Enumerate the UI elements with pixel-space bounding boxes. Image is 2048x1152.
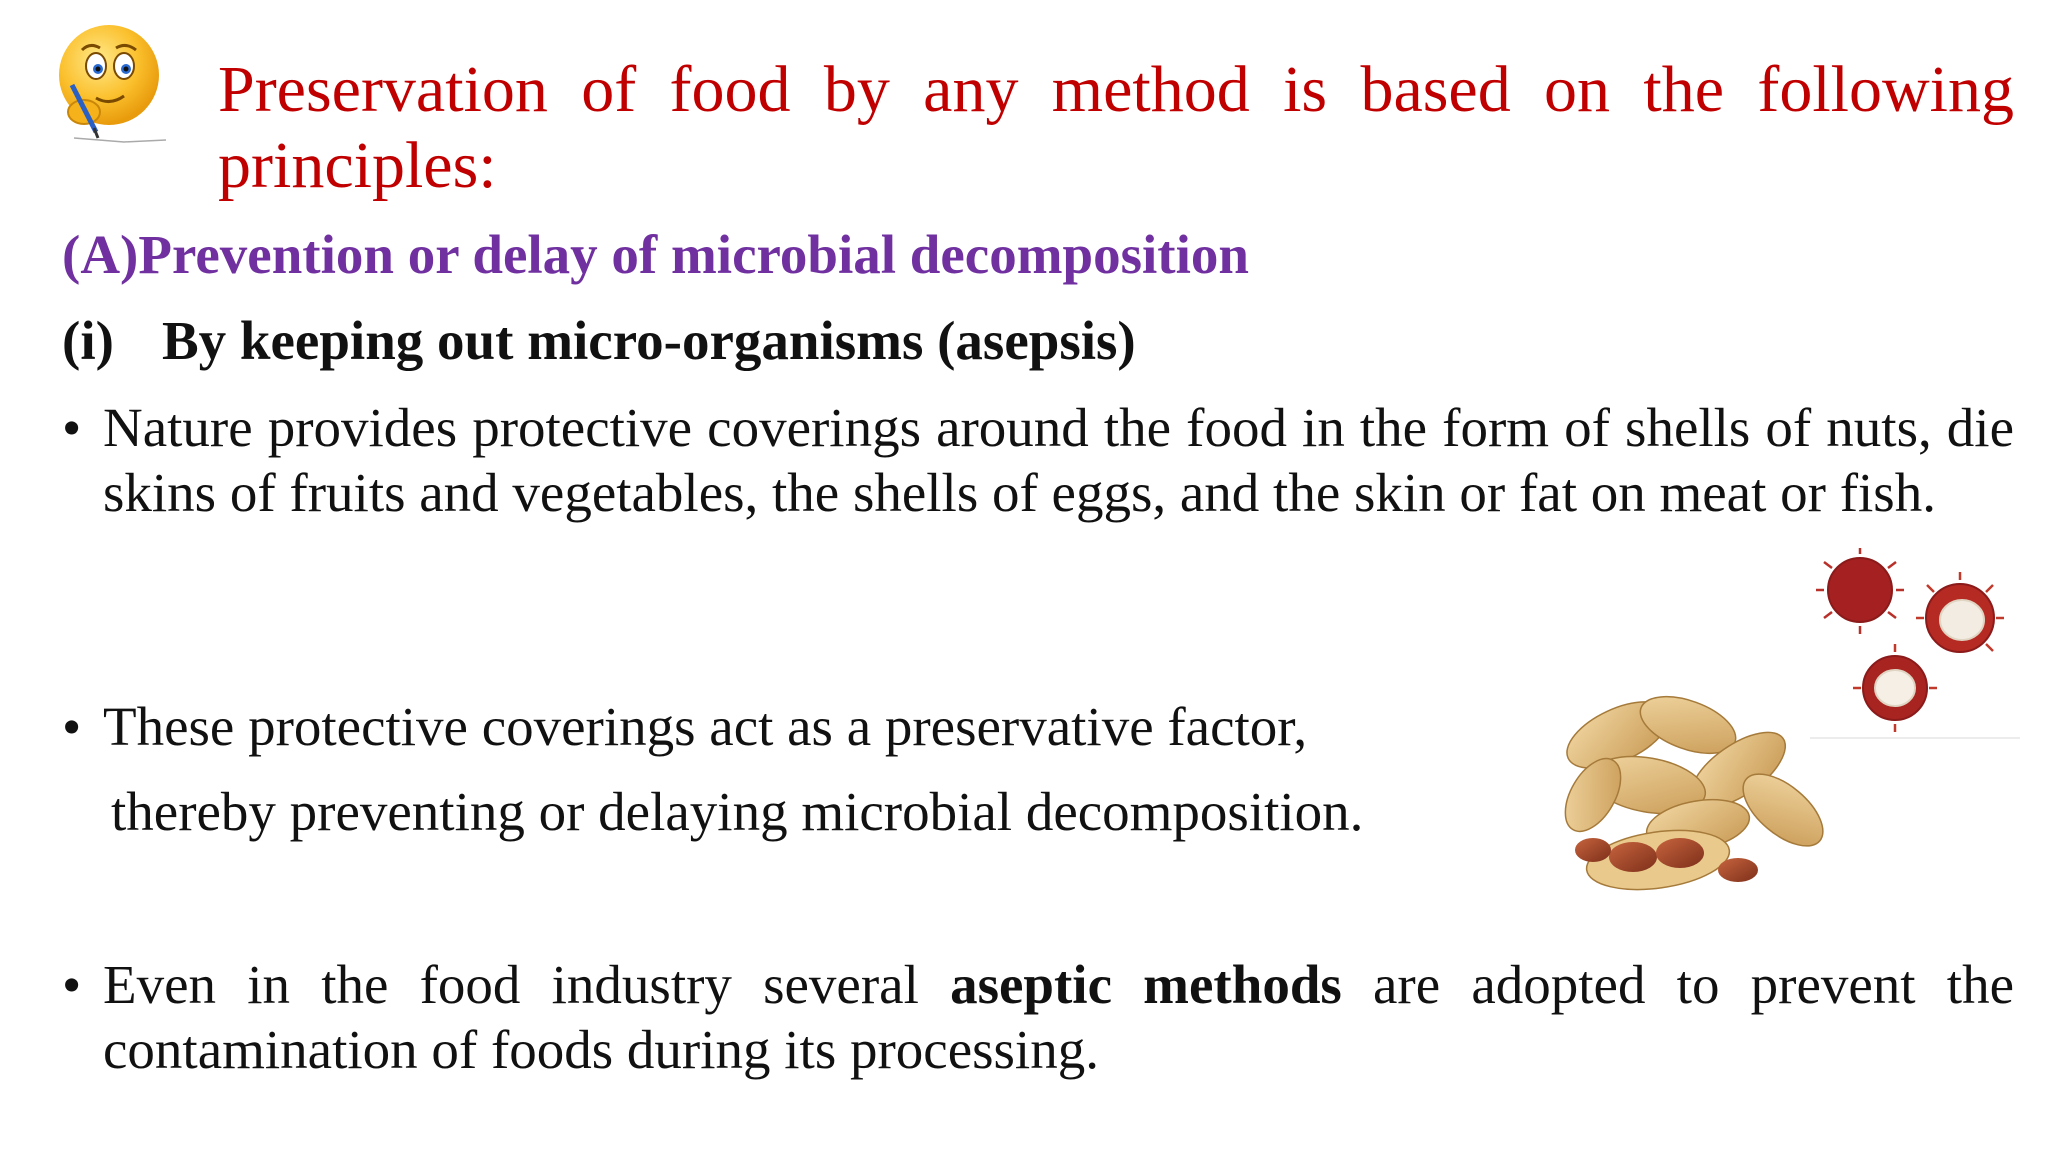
slide-title-line-2: principles: (218, 129, 497, 202)
bullet-item-3 (62, 952, 2014, 1082)
bullet-text-line-1: These protective coverings act as a preservative factor, (103, 696, 1308, 757)
bullet-marker: • (62, 397, 82, 458)
bullet-item-2 (62, 694, 1522, 844)
subheading-i (62, 308, 1136, 374)
bullet-marker: • (62, 954, 82, 1015)
section-a-heading: (A)Prevention or delay of microbial decomposition (62, 224, 1249, 285)
peanuts-image (1548, 675, 1848, 897)
subheading-text: By keeping out micro-organisms (asepsis) (162, 310, 1136, 371)
thinking-emoji-icon (54, 20, 169, 145)
bullet-marker: • (62, 696, 82, 757)
bullet-text-line-2: thereby preventing or delaying microbial decomposition. (111, 781, 1364, 842)
bullet-text-before: Even in the food industry several (103, 954, 951, 1015)
bullet-text (103, 694, 1522, 844)
bullet-text-after: are adopted to prevent the contamination of foods during its processing. (103, 954, 2014, 1080)
subheading-number: (i) (62, 310, 114, 371)
bullet-text (103, 952, 2014, 1082)
bullet-text: Nature provides protective coverings around the food in the form of shells of nuts, die skins of fruits and vegetables, the shells of eggs, and the skin or fat on meat or fish. (103, 397, 2014, 523)
slide-title-line-1: Preservation of food by any method is based on the following (218, 53, 2014, 126)
slide-title (218, 52, 2014, 204)
bullet-item-1 (62, 395, 2014, 525)
bullet-text-bold: aseptic methods (950, 954, 1342, 1015)
